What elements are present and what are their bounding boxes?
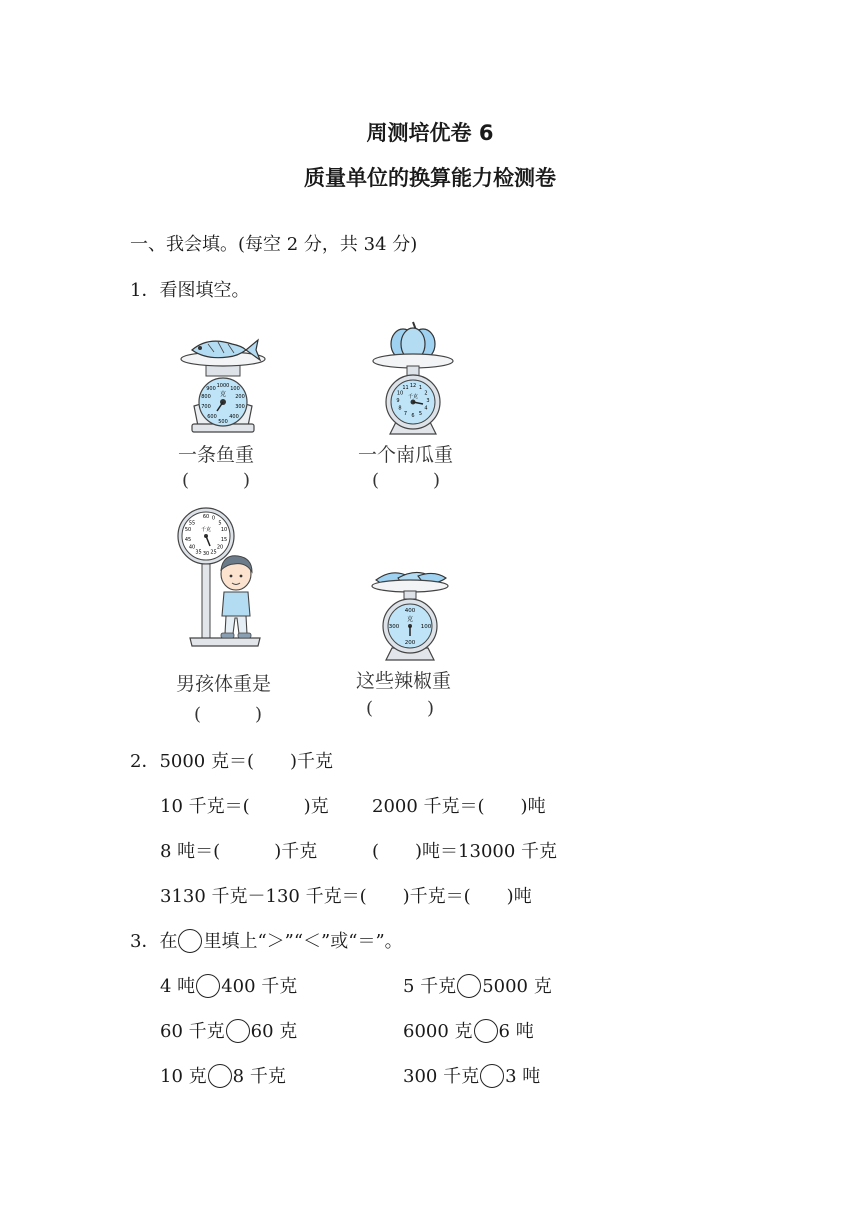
dial-label: 4 (424, 405, 428, 412)
boy-scale-illustration (176, 506, 264, 650)
answer-blank-fish[interactable]: ( ) (182, 470, 251, 491)
pumpkin-scale-illustration (370, 318, 456, 440)
dial-label: 15 (220, 537, 228, 543)
caption-pumpkin: 一个南瓜重 (358, 444, 454, 466)
compare-right: 6 吨 (498, 1021, 534, 1042)
dial-label: 3 (426, 398, 430, 404)
dial-label: 11 (402, 385, 409, 391)
dial-label: 500 (218, 419, 228, 425)
page-title: 周测培优卷 6 (366, 121, 494, 145)
q3-prompt (130, 927, 403, 953)
dial-label: 300 (235, 404, 245, 410)
dial-label: 10 (220, 527, 228, 533)
dial-label: 700 (201, 404, 211, 410)
dial-label: 1 (418, 385, 423, 391)
dial-label: 900 (206, 386, 216, 392)
compare-item (403, 1062, 540, 1088)
caption-fish: 一条鱼重 (178, 444, 255, 466)
section-heading: 一、我会填。(每空 2 分，共 34 分) (130, 234, 418, 255)
compare-left: 300 千克 (403, 1066, 480, 1087)
answer-blank-pepper[interactable]: ( ) (366, 698, 435, 719)
dial-label: 9 (396, 398, 400, 404)
dial-label: 1000 (216, 383, 230, 389)
answer-blank-boy[interactable]: ( ) (194, 704, 263, 725)
compare-right: 8 千克 (232, 1066, 286, 1087)
compare-item (160, 972, 297, 998)
dial-label: 0 (211, 515, 216, 522)
q2-line-3a: 8 吨＝( )千克 (160, 841, 318, 862)
q2-line-2a: 10 千克＝( )克 (160, 796, 329, 817)
dial-label: 30 (202, 551, 210, 557)
dial-label: 55 (188, 520, 196, 527)
dial-label: 10 (396, 390, 404, 397)
caption-boy: 男孩体重是 (176, 673, 272, 695)
dial-label: 100 (420, 624, 432, 630)
compare-item (160, 1017, 297, 1043)
q3-prompt-start: 3．在 (130, 931, 178, 952)
boy-icon (221, 556, 252, 638)
dial-label: 100 (230, 386, 240, 392)
compare-right: 3 吨 (505, 1066, 541, 1087)
dial-label: 200 (404, 640, 416, 646)
q2-line-3b: ( )吨＝13000 千克 (372, 841, 558, 862)
dial-label: 8 (398, 405, 402, 412)
dial-label: 40 (188, 544, 196, 551)
q2-line-1: 2．5000 克＝( )千克 (130, 751, 334, 772)
dial-label: 300 (388, 624, 400, 630)
dial-label: 600 (207, 414, 217, 420)
dial-unit: 千克 (407, 394, 419, 400)
dial-label: 2 (424, 390, 428, 397)
compare-circle[interactable] (208, 1064, 232, 1088)
compare-right: 60 克 (250, 1021, 298, 1042)
dial-label: 400 (229, 414, 239, 420)
answer-blank-pumpkin[interactable]: ( ) (372, 470, 441, 491)
dial-label: 35 (195, 549, 202, 556)
dial-label: 7 (403, 411, 408, 417)
compare-left: 10 克 (160, 1066, 207, 1087)
dial-label: 5 (218, 520, 222, 527)
dial-label: 400 (404, 608, 416, 614)
dial-label: 20 (216, 544, 224, 551)
question-1-prompt: 1．看图填空。 (130, 280, 250, 301)
compare-circle[interactable] (196, 974, 220, 998)
dial-label: 45 (184, 537, 192, 543)
caption-pepper: 这些辣椒重 (356, 670, 452, 692)
dial-label: 800 (201, 394, 211, 400)
dial-label: 5 (418, 411, 423, 417)
compare-left: 5 千克 (403, 976, 457, 997)
compare-circle[interactable] (457, 974, 481, 998)
dial-unit: 克 (219, 391, 227, 398)
dial-label: 60 (202, 514, 210, 520)
dial-label: 6 (411, 413, 415, 419)
compare-left: 6000 克 (403, 1021, 473, 1042)
compare-right: 5000 克 (482, 976, 552, 997)
fish-scale-illustration (178, 322, 268, 440)
compare-circle[interactable] (226, 1019, 250, 1043)
page-subtitle: 质量单位的换算能力检测卷 (304, 166, 556, 190)
dial-label: 200 (235, 394, 245, 400)
dial-unit: 克 (406, 616, 414, 623)
compare-left: 60 千克 (160, 1021, 225, 1042)
compare-circle-icon (178, 929, 202, 953)
compare-left: 4 吨 (160, 976, 196, 997)
compare-right: 400 千克 (221, 976, 298, 997)
dial-label: 12 (409, 383, 417, 389)
compare-item (403, 1017, 534, 1043)
compare-circle[interactable] (474, 1019, 498, 1043)
dial-label: 50 (184, 527, 192, 533)
q2-line-4: 3130 千克－130 千克＝( )千克＝( )吨 (160, 886, 532, 907)
dial-unit: 千克 (200, 527, 212, 533)
q3-prompt-end: 里填上“＞”“＜”或“＝”。 (203, 931, 403, 952)
q2-line-2b: 2000 千克＝( )吨 (372, 796, 546, 817)
pepper-scale-illustration (368, 566, 452, 664)
dial-label: 25 (210, 549, 217, 556)
compare-circle[interactable] (480, 1064, 504, 1088)
compare-item (160, 1062, 286, 1088)
compare-item (403, 972, 552, 998)
